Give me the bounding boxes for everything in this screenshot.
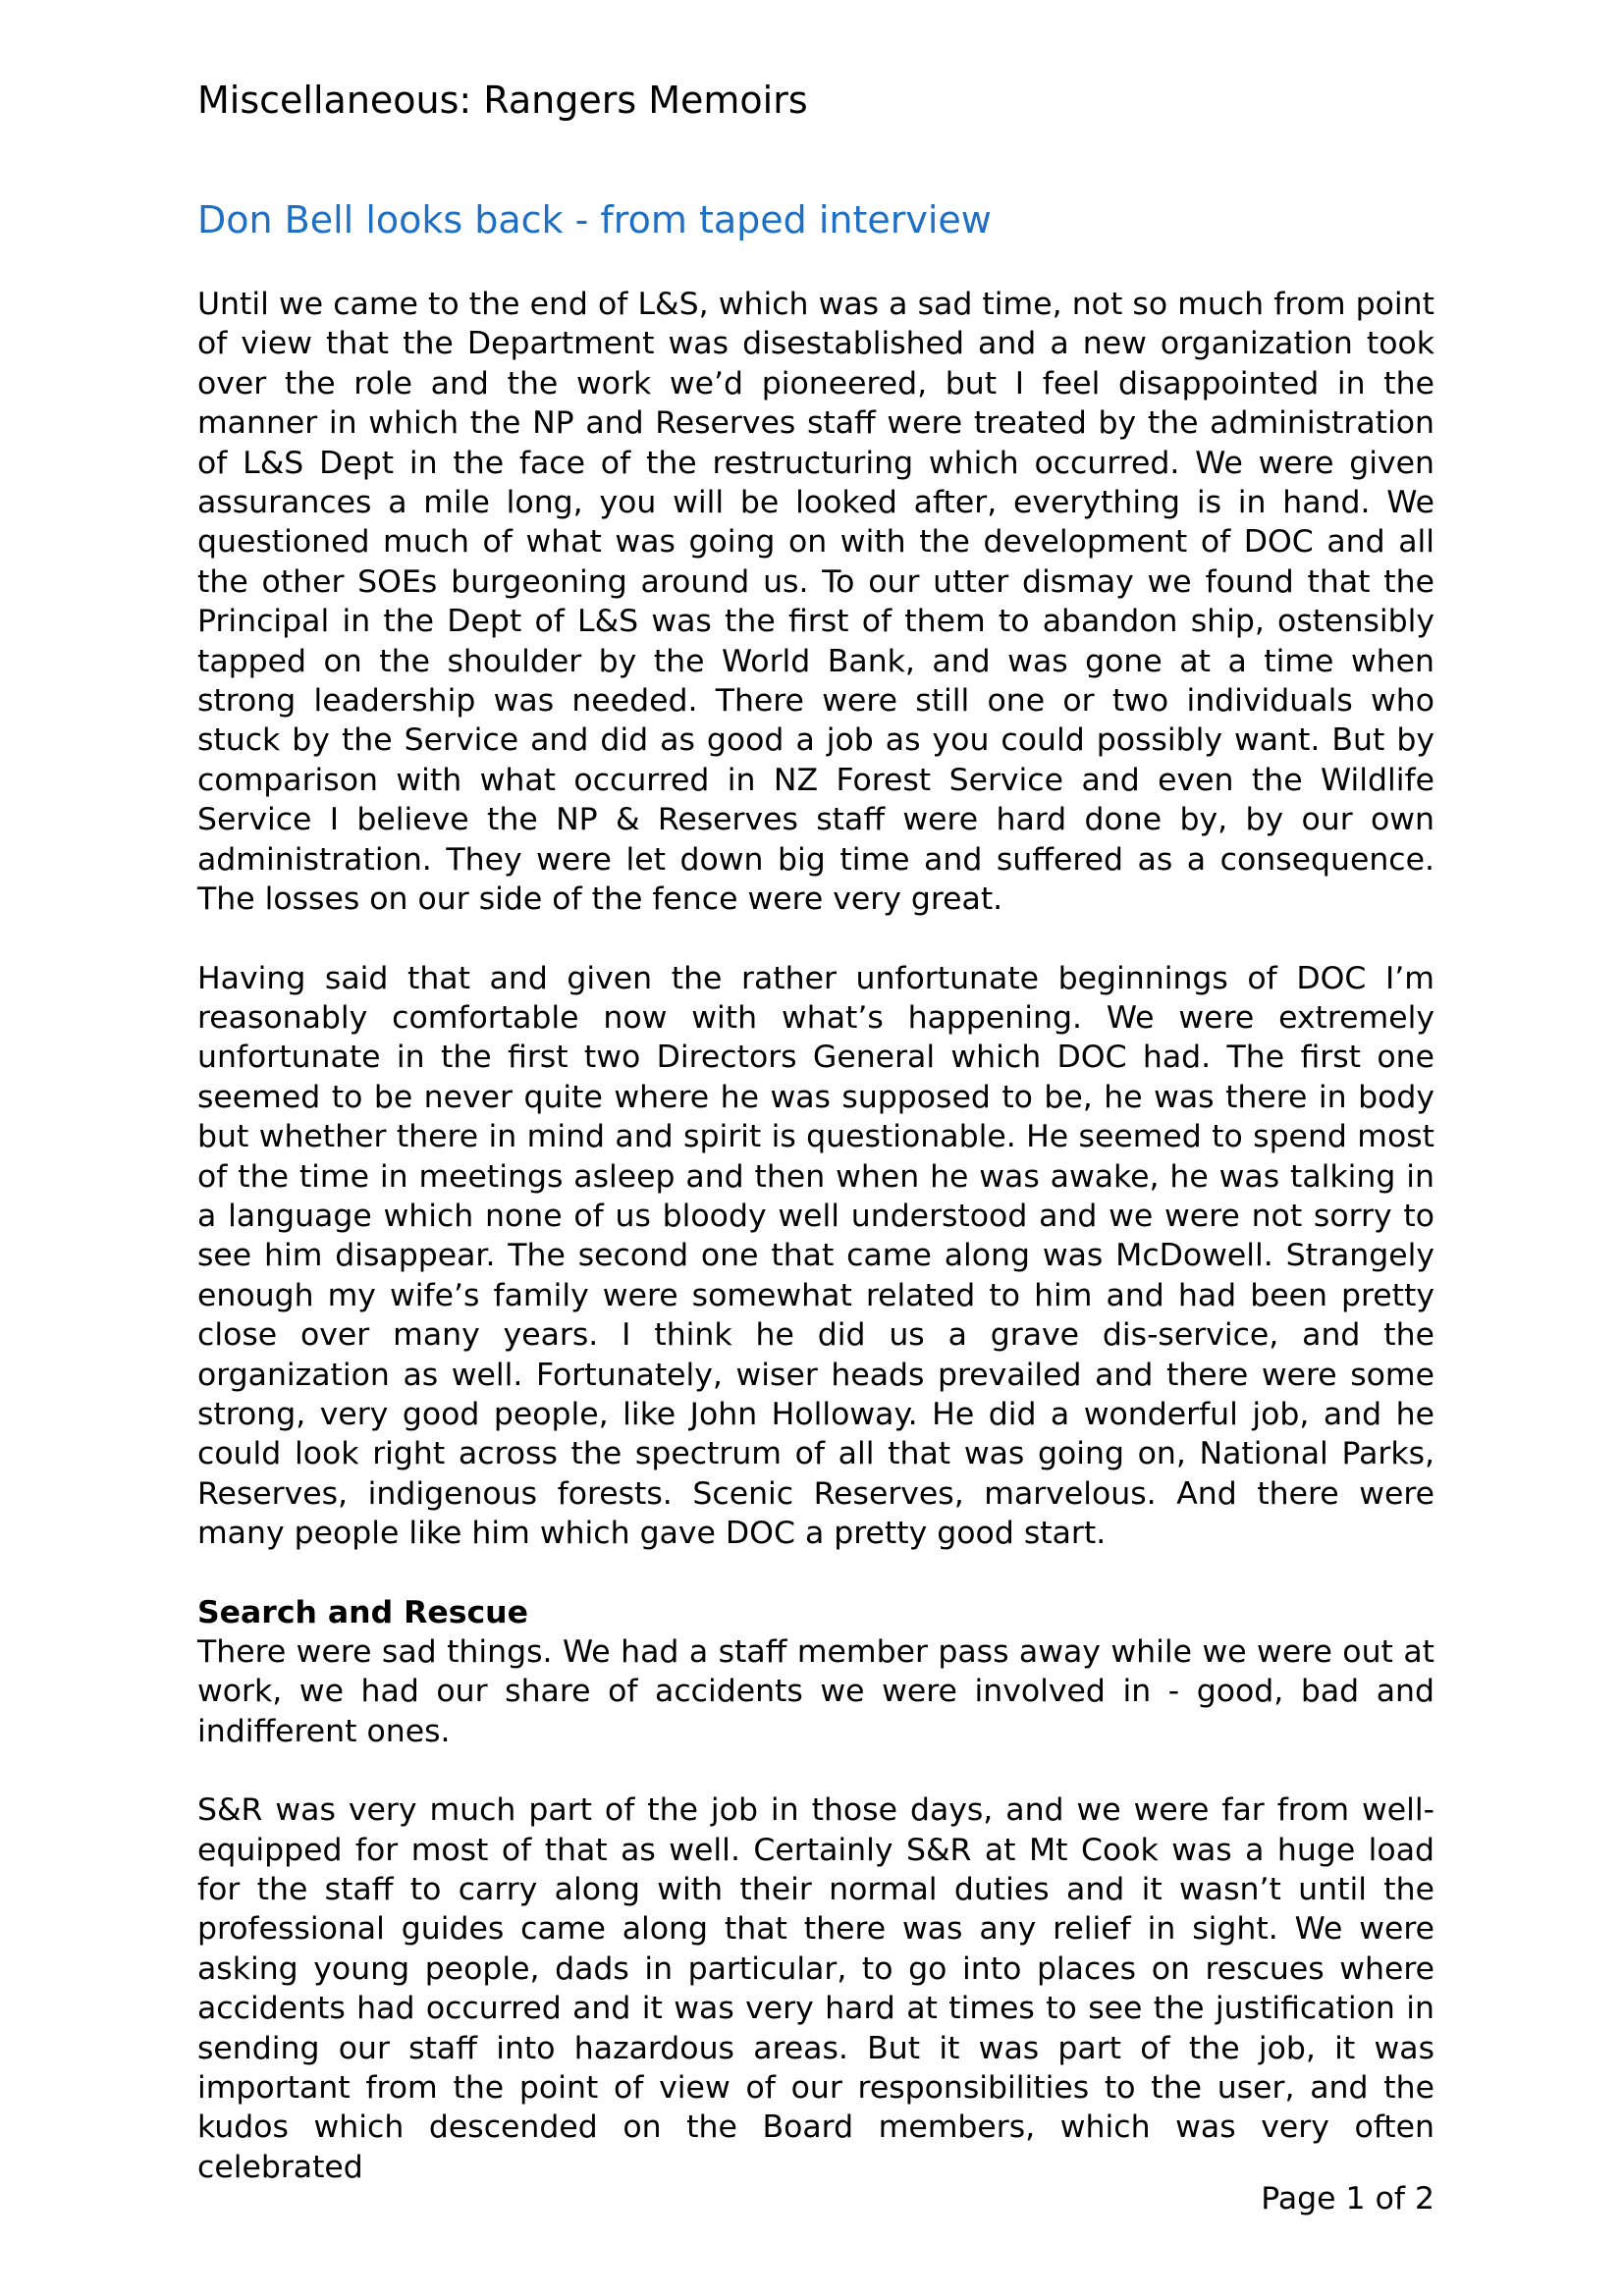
paragraph-intro: Until we came to the end of L&S, which was a sad time, not so much from point of view that the Department was disestablished and a new organization took over the role and the work we’d pioneered, but I feel disappointed in the manner in which the NP and Reserves staff were treated by the administration of L&S Dept in the face of the restructuring which occurred. We were given assurances a mile long, you will be looked after, everything is in hand. We questioned much of what was going on with the development of DOC and all the other SOEs burgeoning around us. To our utter dismay we found that the Principal in the Dept of L&S was the first of them to abandon ship, ostensibly tapped on the shoulder by the World Bank, and was gone at a time when strong leadership was needed. There were still one or two individuals who stuck by the Service and did as good a job as you could possibly want. But by comparison with what occurred in NZ Forest Service and even the Wildlife Service I believe the NP & Reserves staff were hard done by, by our own administration. They were let down big time and suffered as a consequence. The losses on our side of the fence were very great. [197,287,1434,918]
paragraph-search-rescue: S&R was very much part of the job in those days, and we were far from well-equipped for most of that as well. Certainly S&R at Mt Cook was a huge load for the staff to carry along with their normal duties and it wasn’t until the professional guides came along that there was any relief in sight. We were asking young people, dads in particular, to go into places on rescues where accidents had occurred and it was very hard at times to see the justification in sending our staff into hazardous areas. But it was part of the job, it was important from the point of view of our responsibilities to the user, and the kudos which descended on the Board members, which was very often celebrated [197,1792,1434,2185]
section-header: Miscellaneous: Rangers Memoirs [197,79,808,122]
paragraph-sad-things: There were sad things. We had a staff member pass away while we were out at work, we had our share of accidents we were involved in - good, bad and indifferent ones. [197,1634,1434,1749]
document-body [197,285,1434,2187]
page-number: Page 1 of 2 [1261,2181,1434,2216]
paragraph-doc-directors: Having said that and given the rather unfortunate beginnings of DOC I’m reasonably comfortable now with what’s happening. We were extremely unfortunate in the first two Directors General which DOC had. The first one seemed to be never quite where he was supposed to be, he was there in body but whether there in mind and spirit is questionable. He seemed to spend most of the time in meetings asleep and then when he was awake, he was talking in a language which none of us bloody well understood and we were not sorry to see him disappear. The second one that came along was McDowell. Strangely enough my wife’s family were somewhat related to him and had been pretty close over many years. I think he did us a grave dis-service, and the organization as well. Fortunately, wiser heads prevailed and there were some strong, very good people, like John Holloway. He did a wonderful job, and he could look right across the spectrum of all that was going on, National Parks, Reserves, indigenous forests. Scenic Reserves, marvelous. And there were many people like him which gave DOC a pretty good start. [197,960,1434,1552]
subsection-heading: Search and Rescue [197,1594,528,1630]
document-title: Don Bell looks back - from taped interview [197,198,992,241]
